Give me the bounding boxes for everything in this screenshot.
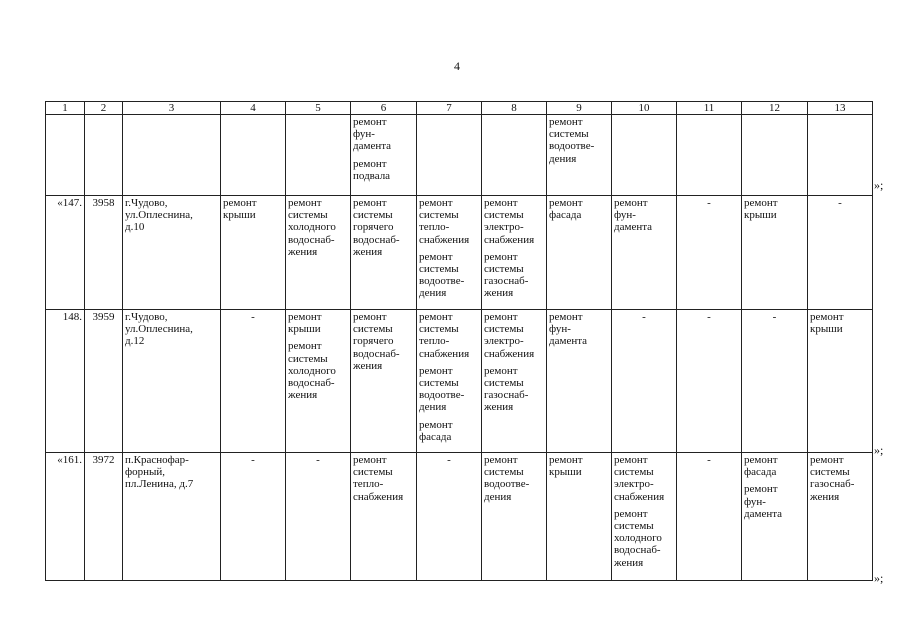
work-item: ремонт подвала [353, 157, 391, 182]
work-cell [612, 310, 677, 453]
work-cell [482, 196, 547, 310]
work-cell [221, 453, 286, 581]
work-item: ремонт фун- дамента [353, 116, 392, 153]
column-number-header: 3 [123, 102, 221, 115]
work-item: ремонт крыши [223, 197, 257, 222]
column-number-header: 7 [417, 102, 482, 115]
work-item: ремонт системы газоснаб- жения [484, 364, 529, 414]
column-number-header: 12 [742, 102, 808, 115]
work-item: ремонт системы водоотве- дения [549, 116, 595, 165]
work-cell [808, 196, 873, 310]
work-cell [417, 310, 482, 453]
work-cell [808, 453, 873, 581]
column-number-header: 10 [612, 102, 677, 115]
page-number: 4 [454, 59, 460, 73]
work-cell [351, 196, 417, 310]
row-number [46, 453, 85, 581]
closing-mark: »; [874, 178, 884, 192]
repair-schedule-table [45, 101, 873, 581]
work-cell [417, 453, 482, 581]
table-row [46, 196, 873, 310]
work-cell [677, 196, 742, 310]
column-number-header: 11 [677, 102, 742, 115]
work-cell [417, 115, 482, 196]
no-work-dash: - [707, 454, 711, 466]
work-cell [547, 196, 612, 310]
house-code-text: 3959 [92, 311, 115, 323]
work-cell [742, 310, 808, 453]
no-work-dash: - [772, 311, 777, 323]
no-work-dash: - [642, 311, 646, 323]
column-number-header: 2 [85, 102, 123, 115]
row-number-text: «147. [57, 197, 82, 209]
column-number-header: 4 [221, 102, 286, 115]
row-number-text: 148. [62, 311, 82, 323]
work-cell [482, 453, 547, 581]
work-cell [612, 453, 677, 581]
work-cell [286, 310, 351, 453]
work-item: ремонт системы горячего водоснаб- жения [353, 197, 400, 258]
no-work-dash: - [251, 311, 255, 323]
work-cell [742, 115, 808, 196]
work-item: ремонт системы холодного водоснаб- жения [288, 197, 336, 258]
column-number-header: 13 [808, 102, 873, 115]
no-work-dash: - [251, 454, 255, 466]
work-item: ремонт фун- дамента [744, 483, 783, 520]
no-work-dash: - [838, 197, 842, 209]
work-cell [286, 453, 351, 581]
work-item: ремонт системы электро- снабжения [614, 454, 665, 503]
work-item: ремонт системы тепло- снабжения [353, 454, 404, 503]
work-cell [351, 453, 417, 581]
work-cell [547, 310, 612, 453]
address-cell [123, 453, 221, 581]
work-cell [808, 115, 873, 196]
work-cell [417, 196, 482, 310]
work-item: ремонт системы газоснаб- жения [484, 250, 529, 300]
no-work-dash: - [447, 454, 451, 466]
work-cell [808, 310, 873, 453]
work-item: ремонт фун- дамента [614, 197, 653, 234]
address-cell [123, 115, 221, 196]
house-code [85, 115, 123, 196]
work-cell [221, 115, 286, 196]
address-cell [123, 310, 221, 453]
no-work-dash: - [316, 454, 320, 466]
house-code-text: 3972 [92, 454, 115, 466]
work-cell [351, 115, 417, 196]
column-number-header: 5 [286, 102, 351, 115]
work-cell [612, 196, 677, 310]
work-item: ремонт крыши [288, 311, 322, 336]
work-item: ремонт крыши [810, 311, 844, 336]
closing-mark: »; [874, 571, 884, 585]
row-number [46, 196, 85, 310]
work-cell [482, 115, 547, 196]
house-code-text: 3958 [92, 197, 115, 209]
work-item: ремонт фасада [419, 418, 453, 443]
table-row [46, 115, 873, 196]
table-row [46, 310, 873, 453]
work-cell [286, 115, 351, 196]
header-row [46, 102, 873, 115]
address-cell [123, 196, 221, 310]
row-number [46, 310, 85, 453]
work-item: ремонт системы холодного водоснаб- жения [288, 340, 336, 402]
work-item: ремонт фасада [744, 454, 778, 479]
work-item: ремонт системы газоснаб- жения [810, 454, 855, 503]
work-item: ремонт крыши [744, 197, 778, 222]
work-cell [482, 310, 547, 453]
house-code [85, 196, 123, 310]
column-number-header: 8 [482, 102, 547, 115]
work-cell [677, 115, 742, 196]
work-item: ремонт системы электро- снабжения [484, 197, 535, 246]
work-cell [351, 310, 417, 453]
no-work-dash: - [707, 197, 711, 209]
work-item: ремонт системы водоотве- дения [419, 250, 465, 300]
work-cell [286, 196, 351, 310]
table-row [46, 453, 873, 581]
work-item: ремонт фасада [549, 197, 583, 222]
house-code [85, 453, 123, 581]
row-number [46, 115, 85, 196]
house-code [85, 310, 123, 453]
address-cell-text: п.Краснофар- форный, пл.Ленина, д.7 [125, 454, 194, 491]
work-item: ремонт системы холодного водоснаб- жения [614, 507, 662, 569]
work-cell [677, 310, 742, 453]
work-item: ремонт системы тепло- снабжения [419, 197, 470, 246]
closing-mark: »; [874, 443, 884, 457]
column-number-header: 1 [46, 102, 85, 115]
work-cell [677, 453, 742, 581]
work-item: ремонт системы электро- снабжения [484, 311, 535, 360]
work-cell [221, 196, 286, 310]
column-number-header: 9 [547, 102, 612, 115]
work-item: ремонт крыши [549, 454, 583, 479]
work-cell [547, 453, 612, 581]
row-number-text: «161. [57, 454, 82, 466]
address-cell-text: г.Чудово, ул.Оплеснина, д.12 [125, 311, 193, 348]
work-item: ремонт фун- дамента [549, 311, 588, 348]
work-item: ремонт системы тепло- снабжения [419, 311, 470, 360]
work-item: ремонт системы водоотве- дения [419, 364, 465, 414]
work-cell [221, 310, 286, 453]
column-number-header: 6 [351, 102, 417, 115]
work-item: ремонт системы водоотве- дения [484, 454, 530, 503]
work-cell [742, 453, 808, 581]
work-cell [612, 115, 677, 196]
work-cell [547, 115, 612, 196]
no-work-dash: - [707, 311, 711, 323]
work-cell [742, 196, 808, 310]
work-item: ремонт системы горячего водоснаб- жения [353, 311, 400, 372]
address-cell-text: г.Чудово, ул.Оплеснина, д.10 [125, 197, 193, 234]
